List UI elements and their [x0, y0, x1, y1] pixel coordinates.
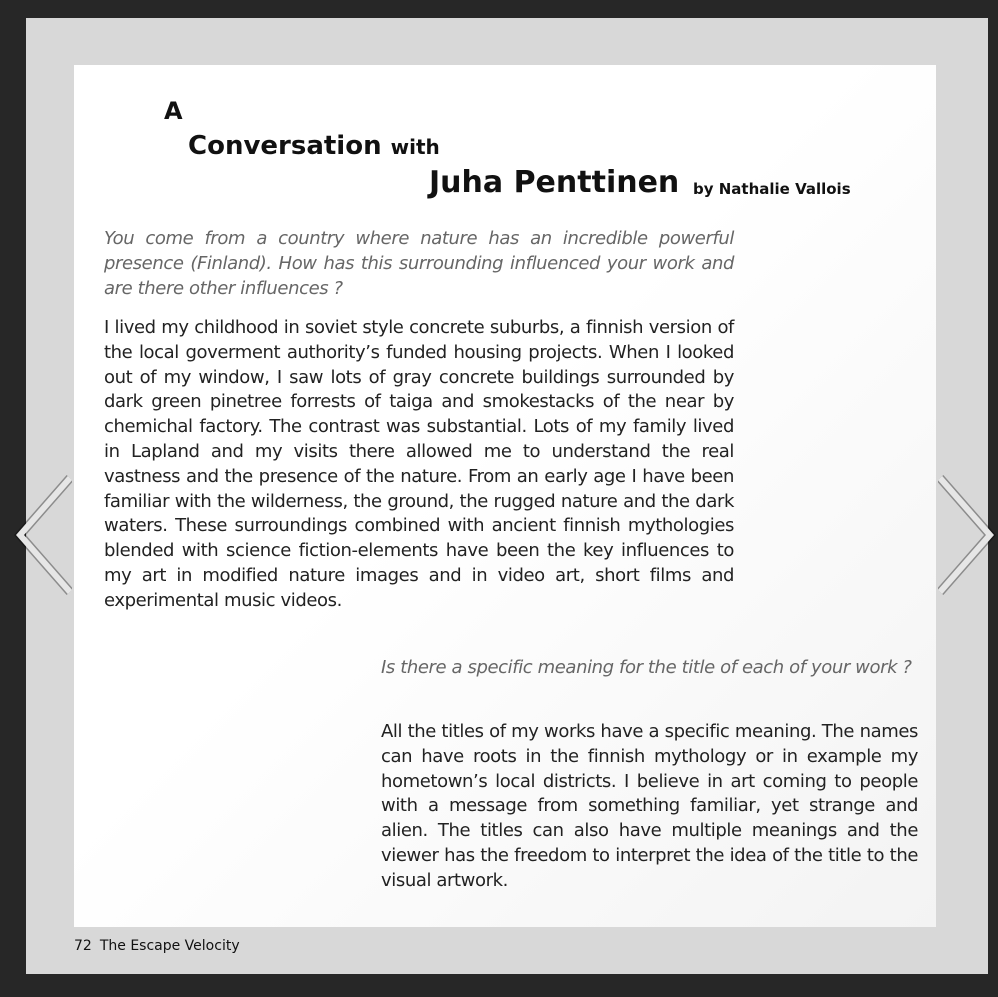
- question-2: Is there a specific meaning for the title of each of your work ?: [381, 657, 912, 678]
- next-page-button[interactable]: [938, 470, 998, 600]
- chevron-right-icon: [938, 470, 998, 600]
- page-footer: [74, 938, 240, 954]
- question-1: You come from a country where nature has an incredible powerful presence (Finland). How has this surrounding influenced your work and are there other influences ?: [104, 228, 734, 299]
- author-byline: by Nathalie Vallois: [693, 180, 851, 198]
- answer-2: All the titles of my works have a specific meaning. The names can have roots in the finnish mythology or in example my hometown’s local districts. I believe in art coming to people with a message from something familiar, yet strange and alien. The titles can also have multiple meanings and the viewer has the freedom to interpret the idea of the title to the visual artwork.: [381, 721, 918, 891]
- previous-page-button[interactable]: [12, 470, 72, 600]
- magazine-page: [74, 65, 936, 927]
- title-conversation: Conversation: [188, 131, 382, 161]
- chevron-left-icon: [12, 470, 72, 600]
- title-with: with: [390, 135, 440, 159]
- title-a: A: [164, 97, 183, 125]
- page-number: 72: [74, 938, 92, 954]
- answer-1: I lived my childhood in soviet style concrete suburbs, a finnish version of the local goverment authority’s funded housing projects. When I looked out of my window, I saw lots of gray concrete buildings surrounded by dark green pinetree forrests of taiga and smokestacks of the near by chemichal factory. The contrast was substantial. Lots of my family lived in Lapland and my visits there allowed me to understand the real vastness and the presence of the nature. From an early age I have been familiar with the wilderness, the ground, the rugged nature and the dark waters. These surroundings combined with ancient finnish mythologies blended with science fiction-elements have been the key influences to my art in modified nature images and in video art, short films and experimental music videos.: [104, 317, 734, 611]
- page-spread: [26, 18, 988, 974]
- publication-name: The Escape Velocity: [99, 938, 240, 954]
- title-conversation-line: [188, 131, 440, 161]
- interviewee-name: Juha Penttinen: [429, 165, 680, 200]
